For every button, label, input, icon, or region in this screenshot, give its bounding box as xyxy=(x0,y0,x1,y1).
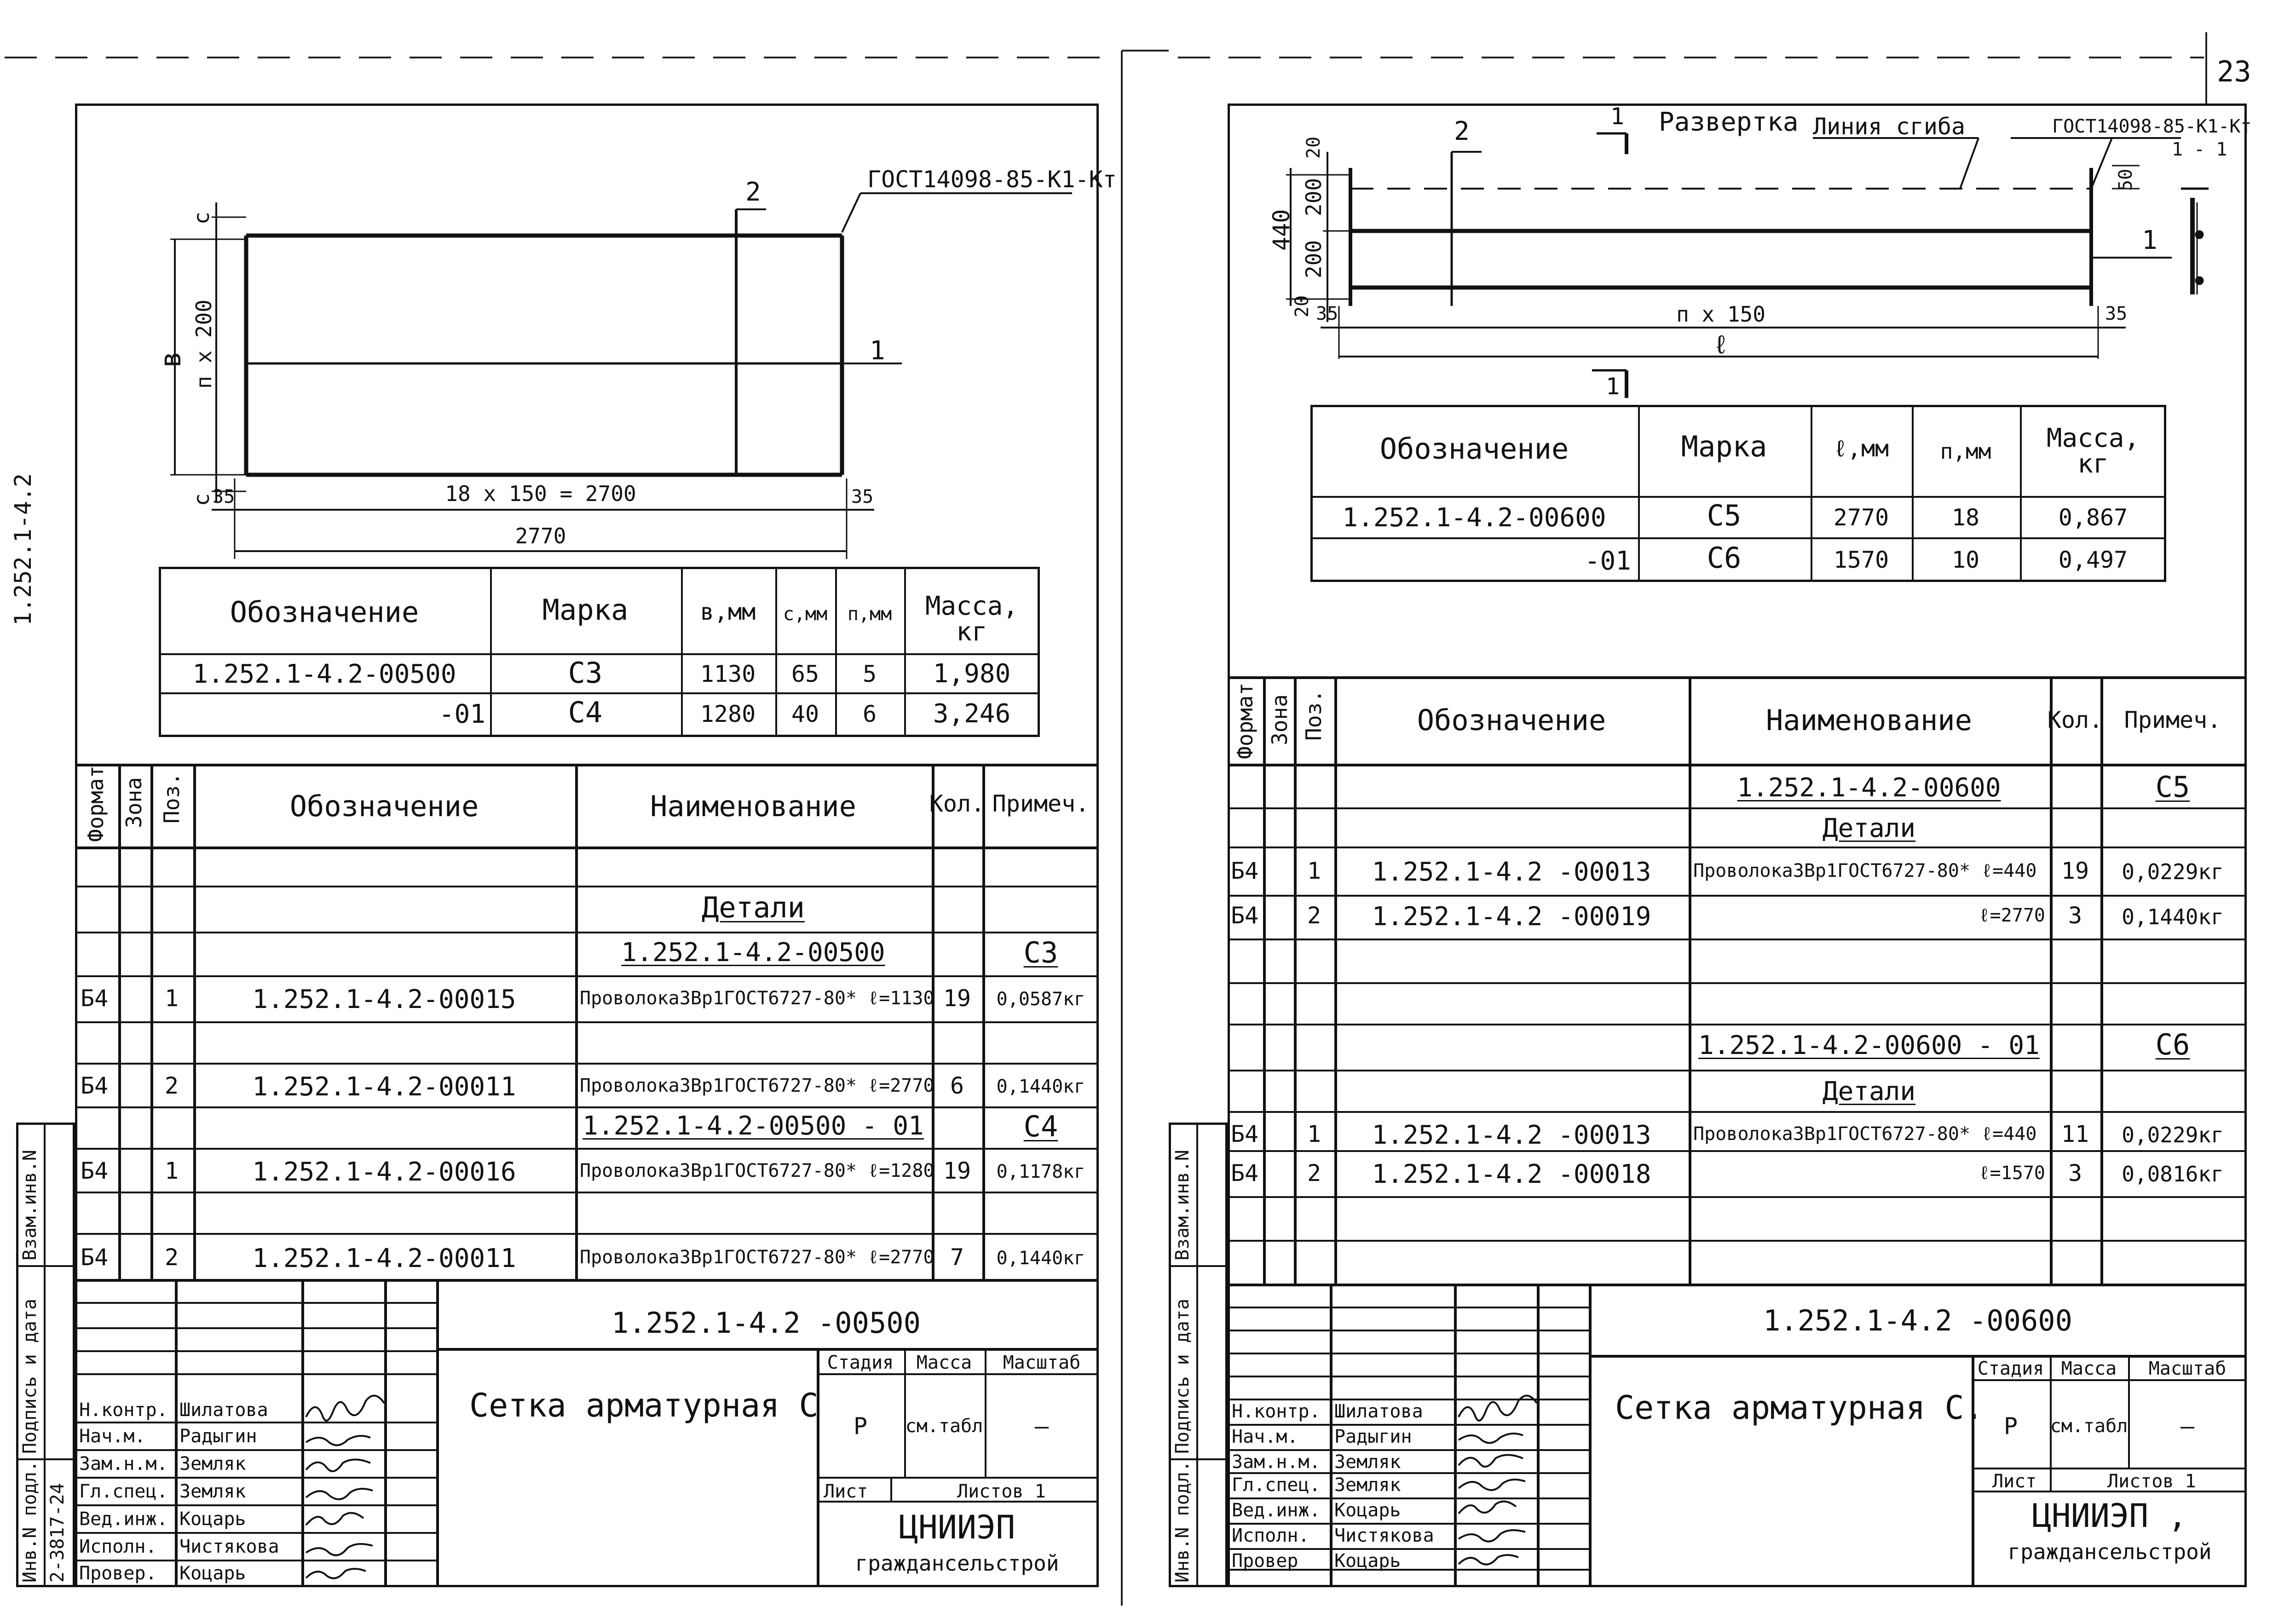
left-gost-label: ГОСТ14098-85-К1-Кт xyxy=(867,166,1117,193)
left-spec-group-details: Детали xyxy=(702,891,805,924)
left-params-r1-mark: С3 xyxy=(568,656,603,690)
right-params-r1-mass: 0,867 xyxy=(2058,504,2128,531)
left-params-r1-b: 1130 xyxy=(700,661,756,687)
left-params-r1-designation: 1.252.1-4.2-00500 xyxy=(192,659,456,689)
left-side-number: 2-3817-24 xyxy=(47,1483,68,1583)
left-stamp-code: 1.252.1-4.2 -00500 xyxy=(611,1306,921,1340)
left-stamp-title: Сетка арматурная С xyxy=(469,1387,819,1424)
right-params-r2-designation: -01 xyxy=(1584,546,1631,576)
right-dim-20-bottom: 20 xyxy=(1292,295,1313,317)
right-spec-group-a-mark: С5 xyxy=(2155,770,2190,804)
left-dim-n200: п х 200 xyxy=(191,299,216,389)
right-stamp-code: 1.252.1-4.2 -00600 xyxy=(1763,1304,2072,1337)
left-stamp-stage: Р xyxy=(853,1413,868,1440)
left-params-r2-mark: С4 xyxy=(568,696,603,729)
right-cut-label-bottom: 1 xyxy=(1606,373,1620,400)
right-spec-group-b: 1.252.1-4.2-00600 - 01 xyxy=(1698,1031,2040,1060)
left-params-header-designation: Обозначение xyxy=(230,595,419,629)
right-stamp-scale-header: Масштаб xyxy=(2148,1358,2227,1379)
left-params-r1-n: 5 xyxy=(862,661,877,687)
left-spec-header-format: Формат xyxy=(83,765,108,842)
left-params-r2-b: 1280 xyxy=(700,701,756,727)
left-dim-c-bottom: с xyxy=(189,493,214,506)
right-dim-35-right: 35 xyxy=(2105,303,2128,324)
left-params-header-mass: Масса, кг xyxy=(925,591,1019,647)
left-spec-header-zone: Зона xyxy=(121,777,146,828)
left-params-r1-mass: 1,980 xyxy=(933,659,1011,689)
left-spec-header-qty: Кол. xyxy=(929,790,985,817)
right-dim-200-top: 200 xyxy=(1301,178,1326,216)
left-stamp-sheets: Листов 1 xyxy=(957,1481,1046,1502)
right-dim-n150: п х 150 xyxy=(1676,302,1765,327)
left-stamp-sheet: Лист xyxy=(824,1481,868,1502)
left-spec-header-note: Примеч. xyxy=(992,790,1090,817)
left-dim-b: в xyxy=(154,351,187,368)
left-spec-group-a: 1.252.1-4.2-00500 xyxy=(621,938,885,967)
right-dim-440: 440 xyxy=(1268,209,1295,251)
right-params-r1-designation: 1.252.1-4.2-00600 xyxy=(1342,503,1606,533)
left-stamp-mass-header: Масса xyxy=(916,1352,972,1373)
left-stamp-org2: гражданcельстрой xyxy=(855,1551,1059,1576)
right-params-r2-mass: 0,497 xyxy=(2058,547,2128,573)
left-dim-c-top: с xyxy=(189,212,214,225)
right-spec-group-details-b: Детали xyxy=(1822,1077,1916,1106)
left-spec-header-name: Наименование xyxy=(650,789,856,823)
right-gost-label: ГОСТ14098-85-К1-Кт xyxy=(2052,116,2252,137)
left-params-r1-c: 65 xyxy=(791,661,819,687)
left-stamp-scale-header: Масштаб xyxy=(1003,1352,1081,1373)
right-position-1-label: 1 xyxy=(2142,225,2157,255)
left-spec-header-pos: Поз. xyxy=(159,772,184,824)
right-spec-group-b-mark: С6 xyxy=(2155,1028,2190,1061)
right-stamp-title: Сетка арматурная С. xyxy=(1615,1389,1984,1427)
left-stamp-stage-header: Стадия xyxy=(827,1352,894,1373)
right-params-header-l: ℓ,мм xyxy=(1833,435,1889,462)
left-params-r2-c: 40 xyxy=(791,701,819,727)
right-params-header-mass: Масса, кг xyxy=(2046,423,2140,479)
right-side-inv: Инв.N подл. xyxy=(1172,1461,1193,1583)
right-stamp-mass-header: Масса xyxy=(2061,1358,2117,1379)
left-spec-group-b-mark: С4 xyxy=(1023,1110,1058,1143)
left-stamp-scale: – xyxy=(1034,1413,1049,1440)
right-section-label: 1 - 1 xyxy=(2172,139,2227,160)
right-spec-header-format: Формат xyxy=(1233,682,1257,759)
right-spec-header-pos: Поз. xyxy=(1301,690,1326,741)
left-stamp-mass: см.табл xyxy=(905,1416,983,1437)
right-stamp-mass: см.табл xyxy=(2050,1416,2128,1437)
left-position-2-label: 2 xyxy=(745,177,761,207)
right-spec-header-designation: Обозначение xyxy=(1417,703,1606,737)
right-stamp-sheet: Лист xyxy=(1992,1471,2037,1492)
right-spec-header-name: Наименование xyxy=(1766,703,1972,737)
left-params-header-c: с,мм xyxy=(783,604,828,625)
left-params-header-n: п,мм xyxy=(847,604,892,625)
right-dim-200-bottom: 200 xyxy=(1301,240,1326,278)
right-params-header-n: п,мм xyxy=(1940,439,1991,464)
page-number: 23 xyxy=(2217,55,2251,88)
right-dim-20-top: 20 xyxy=(1303,136,1324,159)
left-params-r2-designation: -01 xyxy=(438,699,485,729)
left-params-r2-n: 6 xyxy=(862,701,877,727)
left-side-vzam: Взам.инв.N xyxy=(19,1150,40,1261)
right-dim-l: ℓ xyxy=(1713,330,1729,360)
left-spec-group-a-mark: С3 xyxy=(1023,936,1058,969)
side-document-code: 1.252.1-4.2 xyxy=(10,473,36,626)
right-position-2-label: 2 xyxy=(1454,116,1470,146)
right-spec-group-details-a: Детали xyxy=(1822,813,1916,843)
right-stamp-stage: Р xyxy=(2003,1413,2018,1440)
right-stamp-org1: ЦНИИЭП , xyxy=(2032,1497,2187,1535)
right-params-r2-mark: С6 xyxy=(1707,541,1742,575)
right-params-r1-l: 2770 xyxy=(1833,504,1889,531)
right-side-vzam: Взам.инв.N xyxy=(1172,1150,1193,1261)
left-dim-18x150: 18 х 150 = 2700 xyxy=(445,481,636,506)
left-position-1-label: 1 xyxy=(870,336,885,366)
right-params-r1-n: 18 xyxy=(1951,504,1980,531)
right-dim-35-left: 35 xyxy=(1316,303,1338,324)
left-stamp-org1: ЦНИИЭП xyxy=(899,1509,1015,1546)
right-params-r1-mark: С5 xyxy=(1707,499,1742,532)
right-dim-50: 50 xyxy=(2115,168,2136,191)
right-stamp-scale: – xyxy=(2180,1413,2195,1440)
right-stamp-stage-header: Стадия xyxy=(1977,1358,2044,1379)
left-side-inv: Инв.N подл. xyxy=(19,1461,40,1583)
left-dim-35-right: 35 xyxy=(851,486,874,507)
right-params-header-mark: Марка xyxy=(1681,430,1767,463)
right-spec-header-qty: Кол. xyxy=(2047,707,2103,733)
left-spec-group-b: 1.252.1-4.2-00500 - 01 xyxy=(583,1111,924,1141)
left-dim-2770: 2770 xyxy=(515,524,566,548)
right-params-r2-n: 10 xyxy=(1951,547,1980,573)
right-cut-label-top: 1 xyxy=(1610,103,1625,130)
left-params-r2-mass: 3,246 xyxy=(933,699,1011,729)
left-params-header-mark: Марка xyxy=(542,593,629,627)
right-side-sign: Подпись и дата xyxy=(1172,1298,1193,1454)
right-razvertka-label: Развертка xyxy=(1659,107,1799,137)
left-params-header-b: в,мм xyxy=(700,599,756,625)
right-spec-header-note: Примеч. xyxy=(2124,707,2221,733)
right-params-header-designation: Обозначение xyxy=(1379,432,1569,466)
right-stamp-org2: гражданcельстрой xyxy=(2007,1539,2212,1564)
right-params-r2-l: 1570 xyxy=(1833,547,1889,573)
right-fold-line-label: Линия сгиба xyxy=(1813,113,1966,140)
right-stamp-sheets: Листов 1 xyxy=(2107,1471,2196,1492)
left-dim-35-left: 35 xyxy=(213,486,235,507)
right-spec-header-zone: Зона xyxy=(1267,694,1292,745)
left-side-sign: Подпись и дата xyxy=(19,1298,40,1454)
right-spec-group-a: 1.252.1-4.2-00600 xyxy=(1737,773,2001,803)
left-spec-header-designation: Обозначение xyxy=(289,789,479,823)
